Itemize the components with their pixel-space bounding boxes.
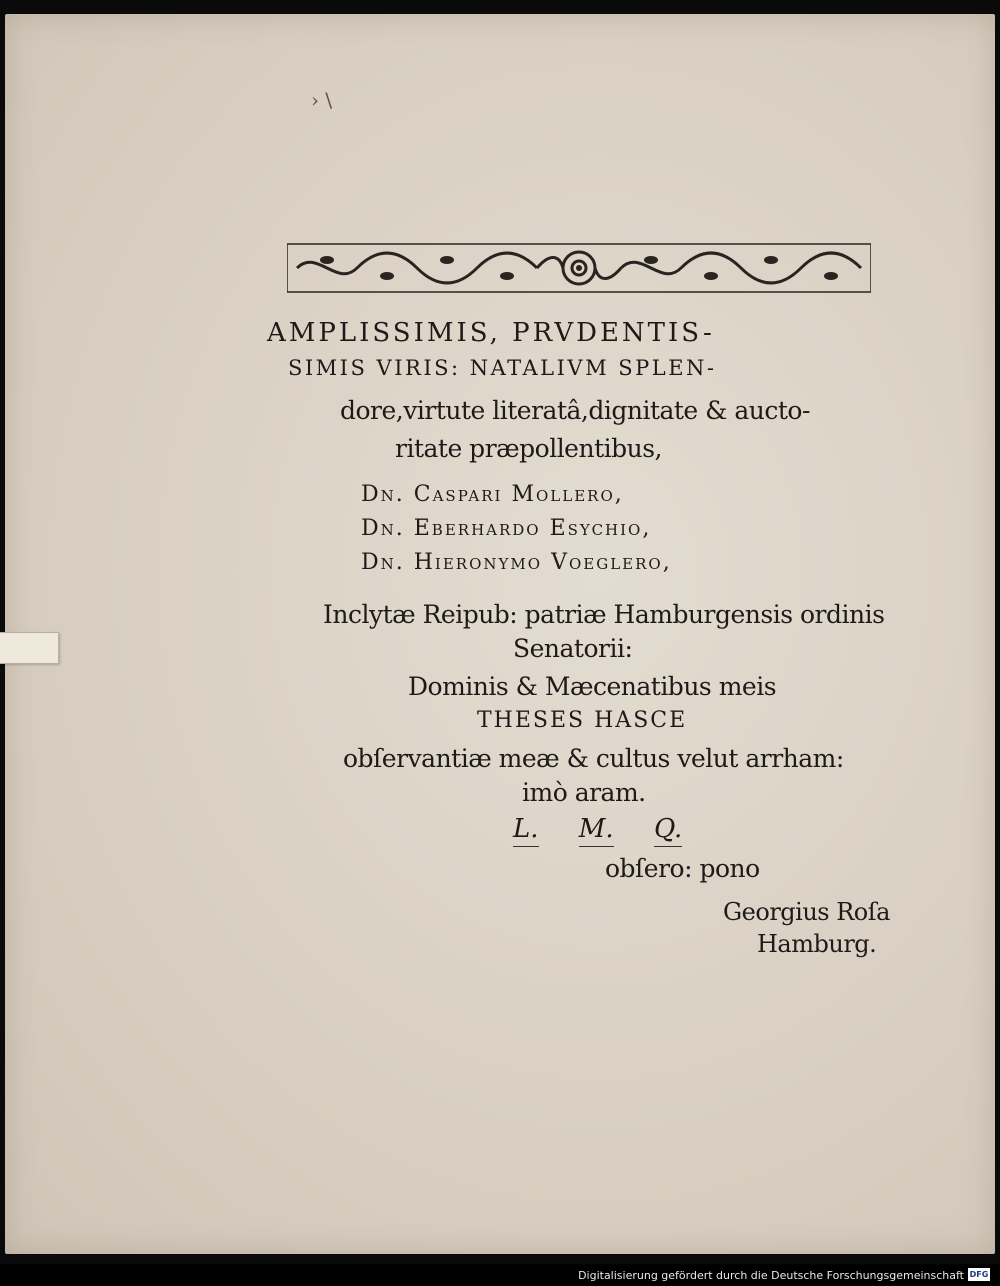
decorative-headpiece [287,240,871,296]
addressee-name-1: Dn. Caspari Mollero, [361,482,624,507]
author-name: Georgius Roſa [723,898,890,926]
dedication-line-1: AMPLISSIMIS, PRVDENTIS- [267,318,715,348]
offering-line: obſero: pono [605,854,760,883]
addressee-name-2: Dn. Eberhardo Esychio, [361,516,652,541]
dfg-logo: DFG [969,1270,989,1279]
body-line-1: Inclytæ Reipub: patriæ Hamburgensis ordinis [323,600,885,629]
paper-tab-strip [0,632,59,664]
addressee-name-3: Dn. Hieronymo Voeglero, [361,550,672,575]
initial-q: Q. [654,814,682,847]
initial-l: L. [513,814,539,847]
body-line-3: Dominis & Mæcenatibus meis [408,672,777,701]
body-line-5: obſervantiæ meæ & cultus velut arrham: [343,744,844,773]
document-page [5,14,995,1254]
dedication-line-2: SIMIS VIRIS: NATALIVM SPLEN- [288,356,717,380]
body-line-4: THESES HASCE [477,708,688,733]
dedication-line-3: dore,virtute literatâ,dignitate & aucto- [340,396,810,425]
initial-m: M. [579,814,614,847]
initials-line [513,814,682,847]
footer-credit: Digitalisierung gefördert durch die Deutsche Forschungsgemeinschaft [578,1269,964,1282]
body-line-2: Senatorii: [513,634,633,663]
paper-mark: › \ [311,88,333,112]
body-line-6: imò aram. [522,778,646,807]
author-origin: Hamburg. [757,930,877,958]
dedication-line-4: ritate præpollentibus, [395,434,663,463]
